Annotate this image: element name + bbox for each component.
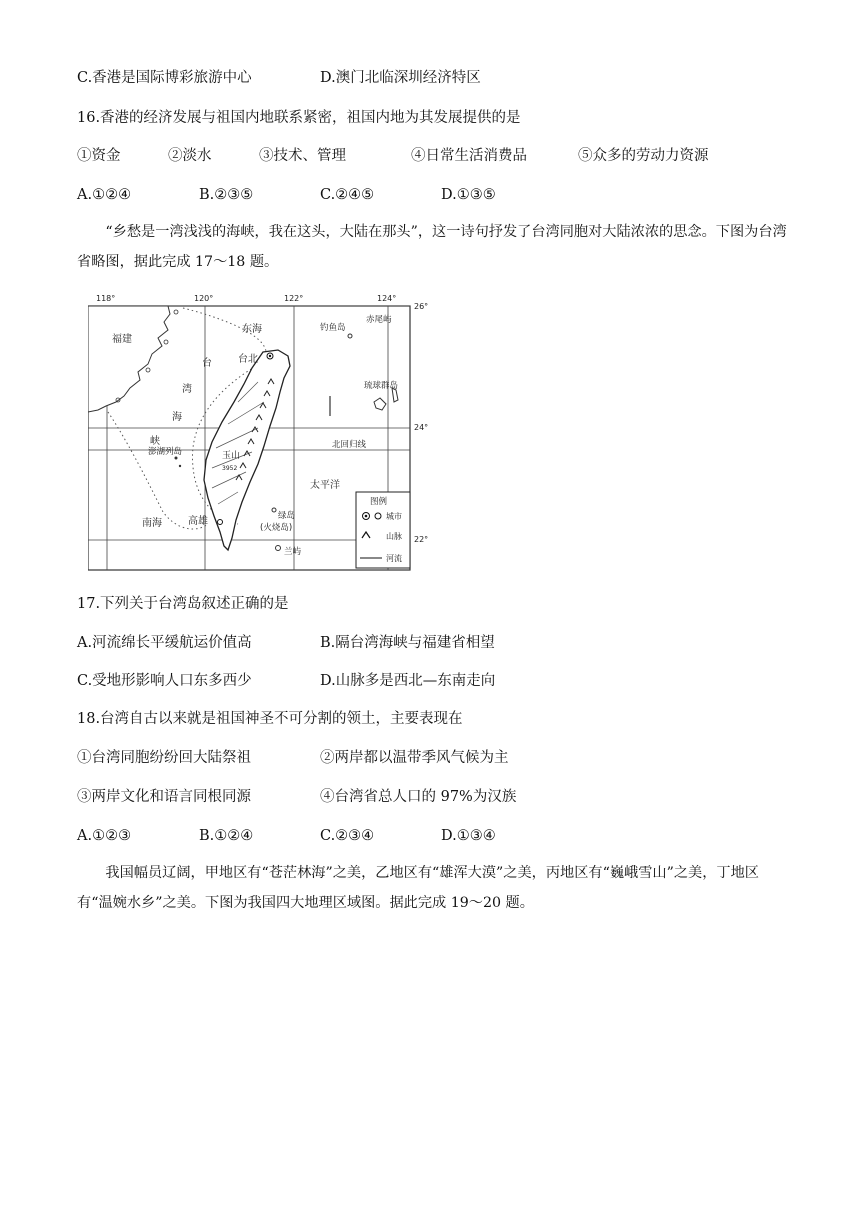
q16-choice-b: B.②③⑤	[199, 187, 254, 203]
mainland-fujian	[88, 306, 170, 412]
q17-choice-d: D.山脉多是西北—东南走向	[320, 673, 496, 689]
lon-label-124: 124°	[377, 294, 397, 303]
label-yushan: 玉山	[222, 451, 241, 461]
q18-choice-d: D.①③④	[441, 828, 496, 844]
q16-choice-a: A.①②④	[77, 187, 132, 203]
q17-choice-a: A.河流绵长平缓航运价值高	[77, 635, 252, 651]
label-fujian: 福建	[112, 334, 132, 345]
taiwan-map	[88, 292, 428, 572]
lon-label-120: 120°	[194, 294, 214, 303]
label-yushan-height: 3952	[222, 465, 238, 472]
label-lvdao: 绿岛	[278, 511, 296, 521]
label-huoshao: (火烧岛)	[260, 523, 293, 533]
q16-item-5: ⑤众多的劳动力资源	[578, 148, 709, 164]
lon-label-118: 118°	[96, 294, 116, 303]
q16-choice-c: C.②④⑤	[320, 187, 375, 203]
passage-regions: 我国幅员辽阔，甲地区有“苍茫林海”之美，乙地区有“雄浑大漠”之美，丙地区有“巍峨雪山”之美，丁地区有“温婉水乡”之美。下图为我国四大地理区域图。据此完成 19～20 题。	[77, 865, 759, 911]
diaoyu-island	[348, 334, 352, 338]
q18-item-4: ④台湾省总人口的 97%为汉族	[320, 789, 517, 805]
q18-choice-c: C.②③④	[320, 828, 375, 844]
label-wan: 湾	[182, 384, 192, 395]
q16-item-1: ①资金	[77, 148, 121, 164]
boundary-dotted-west	[108, 412, 208, 529]
q15-option-c: C.香港是国际博彩旅游中心	[77, 70, 252, 86]
q18-choice-a: A.①②③	[77, 828, 132, 844]
lat-label-24: 24°	[414, 423, 428, 432]
label-tropic: 北回归线	[332, 440, 367, 450]
label-gaoxiong: 高雄	[188, 516, 208, 527]
lat-label-26: 26°	[414, 302, 428, 311]
q17-choice-b: B.隔台湾海峡与福建省相望	[320, 635, 495, 651]
passage-taiwan: “乡愁是一湾浅浅的海峡，我在这头，大陆在那头”，这一诗句抒发了台湾同胞对大陆浓浓的思念。下图为台湾省略图，据此完成 17～18 题。	[77, 224, 787, 270]
q18-item-2: ②两岸都以温带季风气候为主	[320, 750, 509, 766]
legend-title: 图例	[370, 497, 388, 507]
label-diaoyu: 钓鱼岛	[320, 323, 346, 333]
q16-stem: 16.香港的经济发展与祖国内地联系紧密，祖国内地为其发展提供的是	[77, 110, 521, 126]
q16-item-3: ③技术、管理	[259, 148, 346, 164]
label-nanhai: 南海	[142, 518, 162, 529]
label-hai: 海	[172, 412, 182, 423]
q16-choice-d: D.①③⑤	[441, 187, 496, 203]
label-taipingyang: 太平洋	[310, 480, 340, 491]
q18-item-1: ①台湾同胞纷纷回大陆祭祖	[77, 750, 251, 766]
islet	[164, 340, 168, 344]
label-donghai: 东海	[242, 324, 262, 335]
lvdao-island	[272, 508, 276, 512]
islet	[146, 368, 150, 372]
legend-city: 城市	[386, 512, 402, 521]
lanyu-island	[276, 546, 281, 551]
legend-mountain: 山脉	[386, 532, 402, 541]
q18-stem: 18.台湾自古以来就是祖国神圣不可分割的领土，主要表现在	[77, 711, 463, 727]
q18-choice-b: B.①②④	[199, 828, 254, 844]
q16-item-4: ④日常生活消费品	[411, 148, 527, 164]
label-tai: 台	[202, 358, 212, 369]
legend-river: 河流	[386, 554, 402, 563]
label-lanyu: 兰屿	[284, 547, 302, 557]
label-liuqiu: 琉球群岛	[364, 381, 399, 391]
q16-item-2: ②淡水	[168, 148, 212, 164]
q18-item-3: ③两岸文化和语言同根同源	[77, 789, 251, 805]
lat-label-22: 22°	[414, 535, 428, 544]
label-taibei: 台北	[238, 354, 258, 365]
lon-label-122: 122°	[284, 294, 304, 303]
ryukyu-island	[374, 398, 386, 410]
label-xia: 峡	[150, 436, 160, 447]
label-chiwei: 赤尾屿	[366, 315, 392, 325]
label-penghu: 澎湖列岛	[148, 447, 183, 457]
q15-option-d: D.澳门北临深圳经济特区	[320, 70, 481, 86]
q17-stem: 17.下列关于台湾岛叙述正确的是	[77, 596, 289, 612]
q17-choice-c: C.受地形影响人口东多西少	[77, 673, 252, 689]
map-legend	[356, 492, 410, 568]
islet	[174, 310, 178, 314]
